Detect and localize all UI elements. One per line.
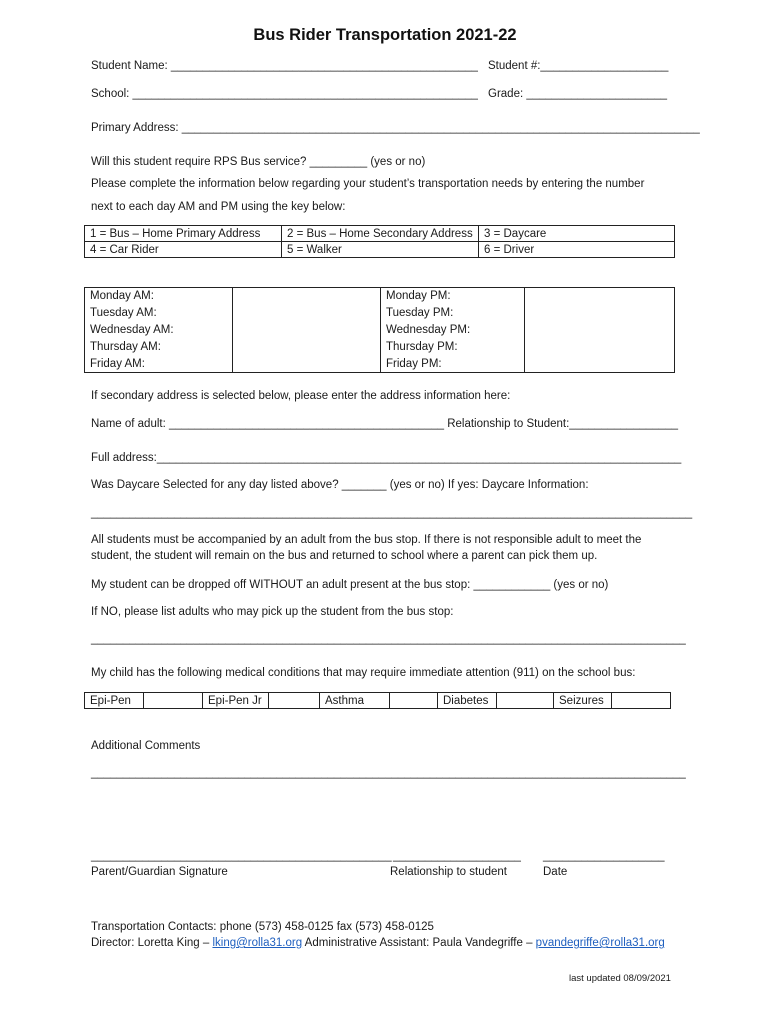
instructions-line-1: Please complete the information below regarding your student’s transportation needs by entering the number <box>91 178 645 190</box>
condition-label: Diabetes <box>438 693 497 709</box>
pm-day-label: Tuesday PM: <box>381 305 525 322</box>
last-updated: last updated 08/09/2021 <box>569 973 671 984</box>
am-entry-cell[interactable] <box>233 305 381 322</box>
key-cell: 6 = Driver <box>479 242 675 258</box>
pm-day-label: Monday PM: <box>381 288 525 305</box>
secondary-address-heading: If secondary address is selected below, please enter the address information here: <box>91 390 511 402</box>
table-row <box>85 226 675 242</box>
am-day-label: Monday AM: <box>85 288 233 305</box>
pm-entry-cell[interactable] <box>525 356 675 373</box>
key-cell: 2 = Bus – Home Secondary Address <box>282 226 479 242</box>
assistant-label: Administrative Assistant: Paula Vandegriffe – <box>302 937 536 949</box>
assistant-email-link[interactable]: pvandegriffe@rolla31.org <box>535 937 665 949</box>
bus-service-question[interactable]: Will this student require RPS Bus service? _________ (yes or no) <box>91 156 426 168</box>
pm-day-label: Friday PM: <box>381 356 525 373</box>
pm-day-label: Wednesday PM: <box>381 322 525 339</box>
instructions-line-2: next to each day AM and PM using the key below: <box>91 201 346 213</box>
full-address-field[interactable]: Full address:__________________________________________________________________________________ <box>91 452 682 464</box>
transportation-contacts: Transportation Contacts: phone (573) 458-0125 fax (573) 458-0125 <box>91 921 434 933</box>
am-entry-cell[interactable] <box>233 322 381 339</box>
weekly-schedule-table <box>84 287 675 373</box>
condition-checkbox[interactable] <box>612 693 671 709</box>
key-cell: 1 = Bus – Home Primary Address <box>85 226 282 242</box>
accompany-notice-line-2: student, the student will remain on the bus and returned to school where a parent can pick them up. <box>91 550 598 562</box>
condition-checkbox[interactable] <box>144 693 203 709</box>
student-number-field[interactable]: Student #:____________________ <box>488 60 669 72</box>
pm-day-label: Thursday PM: <box>381 339 525 356</box>
am-day-label: Tuesday AM: <box>85 305 233 322</box>
school-field[interactable]: School: ______________________________________________________ <box>91 88 478 100</box>
table-row <box>85 242 675 258</box>
pm-entry-cell[interactable] <box>525 339 675 356</box>
medical-conditions-table <box>84 692 671 709</box>
pickup-adults-line[interactable]: _____________________________________________________________________________________________ <box>91 633 686 645</box>
table-row <box>85 356 675 373</box>
accompany-notice-line-1: All students must be accompanied by an adult from the bus stop. If there is not responsible adult to meet the <box>91 534 642 546</box>
condition-checkbox[interactable] <box>497 693 554 709</box>
condition-checkbox[interactable] <box>269 693 320 709</box>
additional-comments-line[interactable]: _____________________________________________________________________________________________ <box>91 767 686 779</box>
am-day-label: Wednesday AM: <box>85 322 233 339</box>
table-row <box>85 339 675 356</box>
am-day-label: Thursday AM: <box>85 339 233 356</box>
date-signature-line[interactable]: ___________________ <box>543 850 665 862</box>
pm-entry-cell[interactable] <box>525 305 675 322</box>
relationship-label: Relationship to student <box>390 866 507 878</box>
primary-address-field[interactable]: Primary Address: _________________________________________________________________________________ <box>91 122 700 134</box>
daycare-info-line[interactable]: ______________________________________________________________________________________________ <box>91 507 693 519</box>
parent-signature-label: Parent/Guardian Signature <box>91 866 228 878</box>
table-row <box>85 305 675 322</box>
dropoff-question[interactable]: My student can be dropped off WITHOUT an adult present at the bus stop: ____________ (yes or no) <box>91 579 609 591</box>
name-of-adult-field[interactable]: Name of adult: ___________________________________________ Relationship to Student:_________________ <box>91 418 679 430</box>
am-day-label: Friday AM: <box>85 356 233 373</box>
am-entry-cell[interactable] <box>233 356 381 373</box>
table-row <box>85 693 671 709</box>
director-email-link[interactable]: lking@rolla31.org <box>212 937 303 949</box>
grade-field[interactable]: Grade: ______________________ <box>488 88 668 100</box>
condition-label: Asthma <box>320 693 390 709</box>
student-name-field[interactable]: Student Name: ________________________________________________ <box>91 60 478 72</box>
director-contact-line <box>91 937 665 949</box>
key-cell: 5 = Walker <box>282 242 479 258</box>
pm-entry-cell[interactable] <box>525 322 675 339</box>
transport-key-table <box>84 225 675 258</box>
am-entry-cell[interactable] <box>233 288 381 305</box>
pm-entry-cell[interactable] <box>525 288 675 305</box>
form-title: Bus Rider Transportation 2021-22 <box>253 26 517 44</box>
key-cell: 3 = Daycare <box>479 226 675 242</box>
director-label: Director: Loretta King – <box>91 937 213 949</box>
date-label: Date <box>543 866 568 878</box>
additional-comments-label: Additional Comments <box>91 740 201 752</box>
am-entry-cell[interactable] <box>233 339 381 356</box>
condition-label: Seizures <box>554 693 612 709</box>
condition-label: Epi-Pen Jr <box>203 693 269 709</box>
condition-label: Epi-Pen <box>85 693 144 709</box>
medical-conditions-prompt: My child has the following medical conditions that may require immediate attention (911) on the school bus: <box>91 667 636 679</box>
daycare-question[interactable]: Was Daycare Selected for any day listed above? _______ (yes or no) If yes: Daycare Information: <box>91 479 589 491</box>
table-row <box>85 288 675 305</box>
table-row <box>85 322 675 339</box>
relationship-signature-line[interactable]: ____________________ <box>393 850 521 862</box>
pickup-adults-prompt: If NO, please list adults who may pick up the student from the bus stop: <box>91 606 454 618</box>
condition-checkbox[interactable] <box>390 693 438 709</box>
key-cell: 4 = Car Rider <box>85 242 282 258</box>
parent-signature-line[interactable]: _______________________________________________ <box>91 850 392 862</box>
